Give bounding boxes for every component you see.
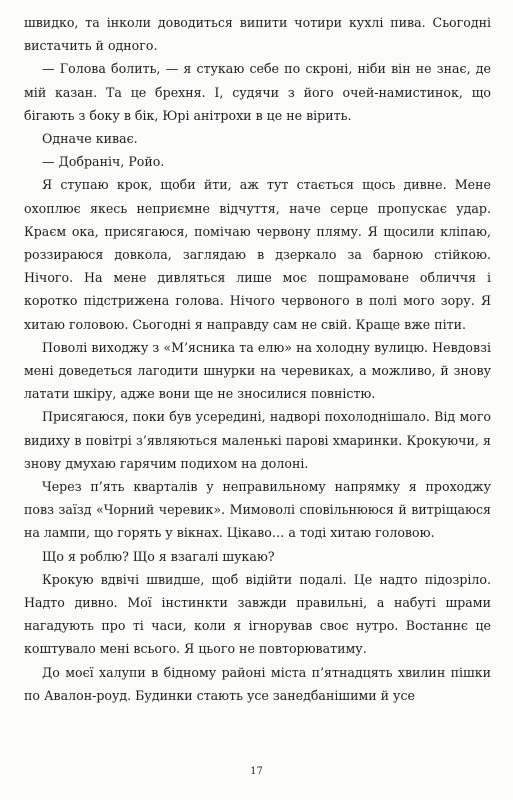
paragraph-5: Я ступаю крок, щоби йти, аж тут стається щось дивне. Мене охоплює якесь неприємне відчуття, наче серце пропускає удар. Краєм ока, присягаюся, помічаю червону пляму. Я щосили кліпаю, роззираюся довкола, заглядаю в дзеркало за барною стійкою. Нічого. На мене дивляться лише моє пошрамоване обличчя і коротко підстрижена голова. Нічого червоного в полі мого зору. Я хитаю головою. Сьогодні я направду сам не свій. Краще вже піти. xyxy=(24,177,491,332)
paragraph-10: Крокую вдвічі швидше, щоб відійти подалі. Це надто підозріло. Надто дивно. Мої інстинкти завжди правильні, а набуті шрами нагадують про ті часи, коли я ігнорував своє нутро. Востаннє це коштувало мені всього. Я цього не повторюватиму. xyxy=(24,571,491,657)
body-text xyxy=(24,11,491,707)
paragraph-1: швидко, та інколи доводиться випити чотири кухлі пива. Сьогодні вистачить й одного. xyxy=(24,15,491,54)
paragraph-3: Одначе киває. xyxy=(42,131,138,147)
paragraph-7: Присягаюся, поки був усередині, надворі похолоднішало. Від мого видиху в повітрі з’являються маленькі парові хмаринки. Крокуючи, я знову дмухаю гарячим подихом на долоні. xyxy=(24,409,491,471)
page-number: 17 xyxy=(250,766,263,777)
paragraph-4: — Добраніч, Ройо. xyxy=(42,154,165,170)
paragraph-9: Що я роблю? Що я взагалі шукаю? xyxy=(42,548,275,564)
paragraph-8: Через п’ять кварталів у неправильному напрямку я проходжу повз заїзд «Чорний черевик». Мимоволі сповільнююся й витріщаюся на лампи, що горять у вікнах. Цікаво… а тоді хитаю головою. xyxy=(24,479,491,541)
paragraph-2: — Голова болить, — я стукаю себе по скроні, ніби він не знає, де мій казан. Та це брехня. І, судячи з його очей-намистинок, що бігають з боку в бік, Юрі анітрохи в це не вірить. xyxy=(24,61,491,123)
paragraph-11: До моєї халупи в бідному районі міста п’ятнадцять хвилин пішки по Авалон-роуд. Будинки стають усе занедбанішими й усе xyxy=(24,664,491,703)
paragraph-6: Поволі виходжу з «М’ясника та елю» на холодну вулицю. Невдовзі мені доведеться лагодити шнурки на черевиках, а можливо, й знову латати шкіру, адже вони ще не зносилися повністю. xyxy=(24,339,491,402)
